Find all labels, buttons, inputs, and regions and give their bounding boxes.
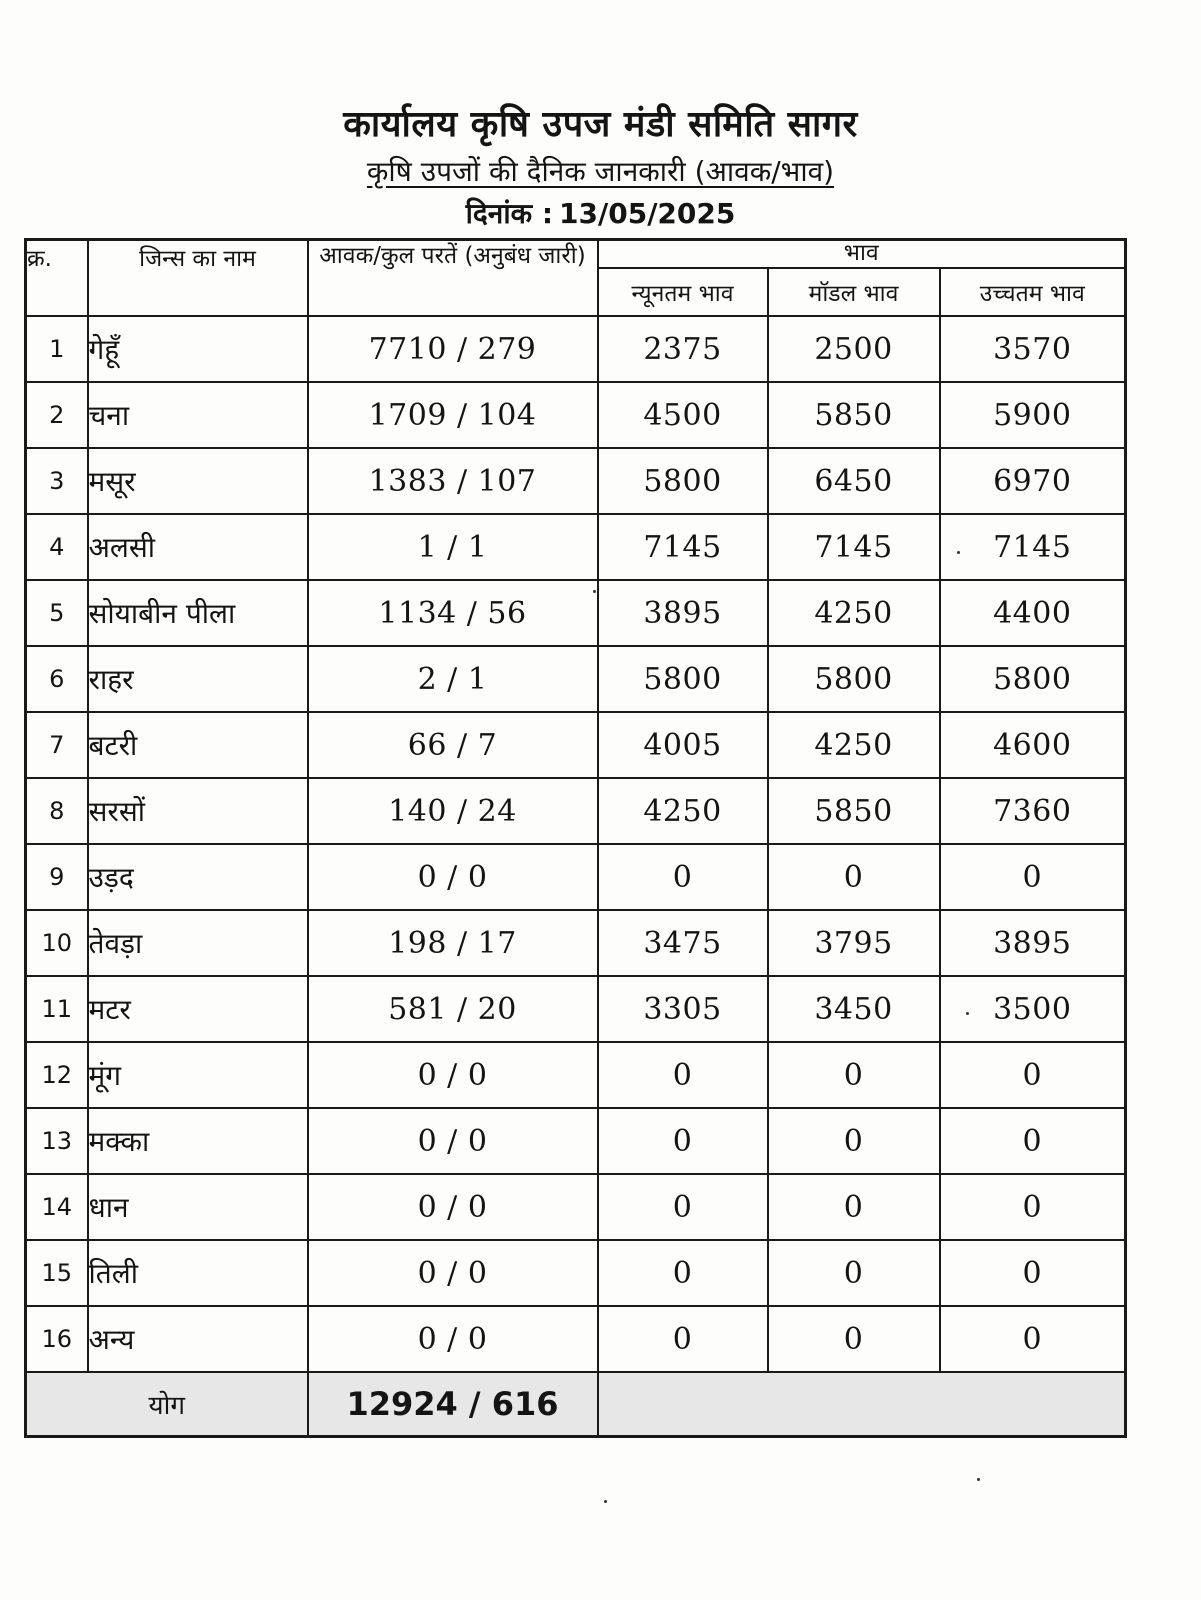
row-arrival: 0 / 0 xyxy=(308,1108,598,1174)
row-crop-name: अन्य xyxy=(88,1306,308,1372)
col-header-bhav: भाव xyxy=(598,240,1126,269)
report-date xyxy=(0,194,1201,232)
subtitle-text: कृषि उपजों की दैनिक जानकारी (आवक/भाव) xyxy=(366,155,835,188)
row-serial: 15 xyxy=(26,1240,88,1306)
row-arrival: 0 / 0 xyxy=(308,1174,598,1240)
row-serial: 5 xyxy=(26,580,88,646)
row-min-price: 0 xyxy=(598,844,768,910)
row-max-price: 5900 xyxy=(940,382,1126,448)
row-crop-name: तिली xyxy=(88,1240,308,1306)
row-modal-price: 4250 xyxy=(768,712,940,778)
table-row xyxy=(26,976,1126,1042)
row-max-price: 0 xyxy=(940,1174,1126,1240)
row-crop-name: मक्का xyxy=(88,1108,308,1174)
row-modal-price: 0 xyxy=(768,1306,940,1372)
row-max-price: 7360 xyxy=(940,778,1126,844)
speck xyxy=(604,1500,607,1503)
row-arrival: 2 / 1 xyxy=(308,646,598,712)
row-max-price: 5800 xyxy=(940,646,1126,712)
row-crop-name: उड़द xyxy=(88,844,308,910)
row-serial: 10 xyxy=(26,910,88,976)
row-crop-name: धान xyxy=(88,1174,308,1240)
row-max-price: 3895 xyxy=(940,910,1126,976)
row-min-price: 0 xyxy=(598,1108,768,1174)
row-modal-price: 6450 xyxy=(768,448,940,514)
table-row xyxy=(26,514,1126,580)
date-value: 13/05/2025 xyxy=(559,197,736,230)
row-serial: 9 xyxy=(26,844,88,910)
speck xyxy=(957,551,960,554)
total-blank xyxy=(598,1372,1126,1437)
row-min-price: 5800 xyxy=(598,646,768,712)
row-modal-price: 0 xyxy=(768,1174,940,1240)
table-row xyxy=(26,712,1126,778)
row-arrival: 0 / 0 xyxy=(308,844,598,910)
row-max-price: 3570 xyxy=(940,316,1126,382)
row-serial: 7 xyxy=(26,712,88,778)
table-row xyxy=(26,844,1126,910)
row-crop-name: गेहूँ xyxy=(88,316,308,382)
row-modal-price: 5850 xyxy=(768,778,940,844)
table-row xyxy=(26,646,1126,712)
row-min-price: 7145 xyxy=(598,514,768,580)
row-crop-name: मसूर xyxy=(88,448,308,514)
table-row xyxy=(26,580,1126,646)
row-max-price: 7145 xyxy=(940,514,1126,580)
row-max-price: 0 xyxy=(940,1042,1126,1108)
col-header-modal: मॉडल भाव xyxy=(768,268,940,316)
table-row xyxy=(26,1306,1126,1372)
col-header-arrival: आवक/कुल परतें (अनुबंध जारी) xyxy=(308,240,598,317)
speck xyxy=(966,1012,969,1015)
row-max-price: 0 xyxy=(940,844,1126,910)
row-crop-name: अलसी xyxy=(88,514,308,580)
row-max-price: 0 xyxy=(940,1240,1126,1306)
col-header-max: उच्चतम भाव xyxy=(940,268,1126,316)
row-modal-price: 3795 xyxy=(768,910,940,976)
row-min-price: 4500 xyxy=(598,382,768,448)
row-arrival: 1134 / 56 xyxy=(308,580,598,646)
row-serial: 16 xyxy=(26,1306,88,1372)
col-header-name: जिन्स का नाम xyxy=(88,240,308,317)
row-min-price: 0 xyxy=(598,1306,768,1372)
speck xyxy=(977,1478,980,1481)
row-crop-name: मूंग xyxy=(88,1042,308,1108)
row-crop-name: सरसों xyxy=(88,778,308,844)
row-serial: 3 xyxy=(26,448,88,514)
table-row xyxy=(26,382,1126,448)
table-row xyxy=(26,778,1126,844)
col-header-min: न्यूनतम भाव xyxy=(598,268,768,316)
row-serial: 11 xyxy=(26,976,88,1042)
row-modal-price: 0 xyxy=(768,844,940,910)
row-max-price: 6970 xyxy=(940,448,1126,514)
total-row xyxy=(26,1372,1126,1437)
table-row xyxy=(26,910,1126,976)
table-row xyxy=(26,1240,1126,1306)
page-title: कार्यालय कृषि उपज मंडी समिति सागर xyxy=(343,104,858,145)
row-min-price: 2375 xyxy=(598,316,768,382)
total-arrival: 12924 / 616 xyxy=(308,1372,598,1437)
row-crop-name: तेवड़ा xyxy=(88,910,308,976)
row-crop-name: बटरी xyxy=(88,712,308,778)
table-row xyxy=(26,448,1126,514)
row-modal-price: 5800 xyxy=(768,646,940,712)
row-arrival: 0 / 0 xyxy=(308,1240,598,1306)
row-serial: 8 xyxy=(26,778,88,844)
row-min-price: 4005 xyxy=(598,712,768,778)
row-modal-price: 4250 xyxy=(768,580,940,646)
date-label: दिनांक : xyxy=(465,197,554,230)
row-max-price: 0 xyxy=(940,1306,1126,1372)
row-modal-price: 5850 xyxy=(768,382,940,448)
row-arrival: 198 / 17 xyxy=(308,910,598,976)
row-serial: 1 xyxy=(26,316,88,382)
row-min-price: 0 xyxy=(598,1240,768,1306)
table-row xyxy=(26,316,1126,382)
row-serial: 12 xyxy=(26,1042,88,1108)
row-arrival: 1 / 1 xyxy=(308,514,598,580)
row-crop-name: मटर xyxy=(88,976,308,1042)
mandi-price-table xyxy=(24,238,1127,1438)
row-min-price: 0 xyxy=(598,1042,768,1108)
row-serial: 4 xyxy=(26,514,88,580)
row-crop-name: सोयाबीन पीला xyxy=(88,580,308,646)
row-min-price: 3305 xyxy=(598,976,768,1042)
speck xyxy=(593,590,596,593)
row-min-price: 3475 xyxy=(598,910,768,976)
row-serial: 13 xyxy=(26,1108,88,1174)
row-arrival: 0 / 0 xyxy=(308,1042,598,1108)
total-label: योग xyxy=(26,1372,308,1437)
table-row xyxy=(26,1108,1126,1174)
row-crop-name: चना xyxy=(88,382,308,448)
row-arrival: 1709 / 104 xyxy=(308,382,598,448)
row-max-price: 3500 xyxy=(940,976,1126,1042)
col-header-sr: क्र. xyxy=(26,240,88,317)
row-modal-price: 0 xyxy=(768,1108,940,1174)
row-max-price: 4600 xyxy=(940,712,1126,778)
row-modal-price: 0 xyxy=(768,1042,940,1108)
row-min-price: 4250 xyxy=(598,778,768,844)
row-arrival: 140 / 24 xyxy=(308,778,598,844)
page-subtitle xyxy=(0,152,1201,190)
row-arrival: 1383 / 107 xyxy=(308,448,598,514)
row-modal-price: 0 xyxy=(768,1240,940,1306)
row-serial: 6 xyxy=(26,646,88,712)
row-modal-price: 3450 xyxy=(768,976,940,1042)
row-modal-price: 7145 xyxy=(768,514,940,580)
row-min-price: 0 xyxy=(598,1174,768,1240)
row-min-price: 5800 xyxy=(598,448,768,514)
row-arrival: 0 / 0 xyxy=(308,1306,598,1372)
row-arrival: 66 / 7 xyxy=(308,712,598,778)
row-max-price: 0 xyxy=(940,1108,1126,1174)
row-arrival: 7710 / 279 xyxy=(308,316,598,382)
row-crop-name: राहर xyxy=(88,646,308,712)
row-min-price: 3895 xyxy=(598,580,768,646)
table-row xyxy=(26,1042,1126,1108)
row-max-price: 4400 xyxy=(940,580,1126,646)
row-arrival: 581 / 20 xyxy=(308,976,598,1042)
row-modal-price: 2500 xyxy=(768,316,940,382)
row-serial: 14 xyxy=(26,1174,88,1240)
table-row xyxy=(26,1174,1126,1240)
row-serial: 2 xyxy=(26,382,88,448)
